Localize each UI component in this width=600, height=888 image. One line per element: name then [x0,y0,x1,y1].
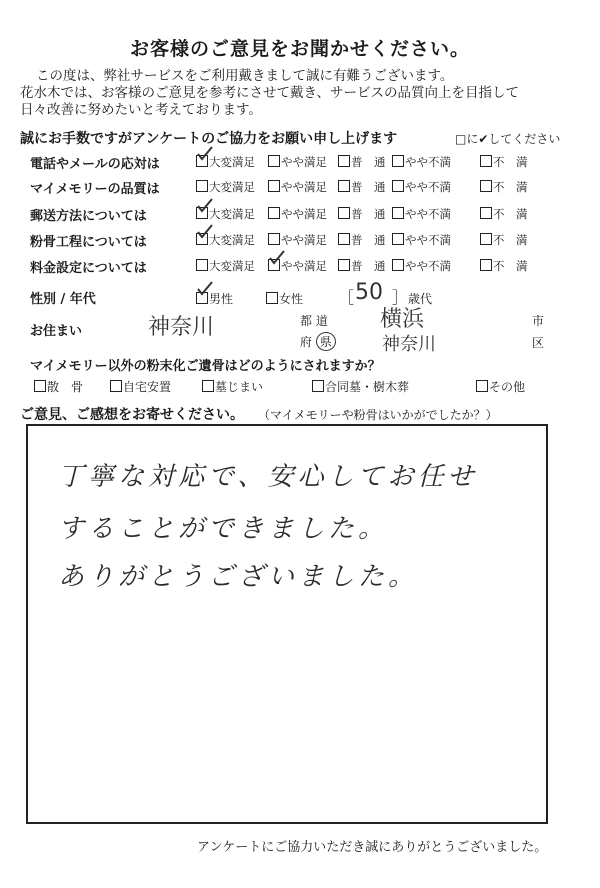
comments-heading: ご意見、ご感想をお寄せください。 [20,407,244,423]
rating-option-label: やや満足 [281,155,327,169]
remains-option[interactable] [110,378,171,395]
rating-option-label: 大変満足 [209,259,255,273]
rating-option[interactable] [338,154,386,170]
check-mark [268,249,286,267]
rating-checkbox[interactable] [268,155,280,167]
comment-line-2: することができました。 [58,514,389,544]
rating-checkbox[interactable] [480,155,492,167]
rating-option-label: 普 通 [351,233,386,247]
rating-checkbox[interactable] [480,233,492,245]
remains-option-label: 散 骨 [47,380,84,394]
check-mark [196,145,214,163]
remains-checkbox[interactable] [34,380,46,392]
rating-checkbox[interactable] [338,180,350,192]
rating-option[interactable] [338,206,386,222]
rating-row [30,231,590,251]
comment-line-3: ありがとうございました。 [58,562,419,592]
remains-option[interactable] [312,378,409,395]
shi-label: 市 [532,314,545,328]
rating-option-label: 不 満 [493,207,528,221]
rating-checkbox[interactable] [392,259,404,271]
request-text: 誠にお手数ですがアンケートのご協力をお願い申し上げます [20,131,398,147]
rating-checkbox[interactable] [338,155,350,167]
rating-option-label: やや不満 [405,259,451,273]
rating-option[interactable] [268,154,327,170]
rating-checkbox[interactable] [338,259,350,271]
rating-option[interactable] [338,258,386,274]
rating-option[interactable] [392,154,451,170]
rating-option-label: 大変満足 [209,207,255,221]
todo-label: 都 道 [300,314,328,328]
footer-thanks: アンケートにご協力いただき誠にありがとうございました。 [197,840,548,855]
rating-option[interactable] [268,232,327,248]
rating-option[interactable] [268,179,327,195]
remains-option-label: 墓じまい [215,380,264,394]
rating-row [30,178,590,198]
remains-checkbox[interactable] [476,380,488,392]
age-bracket-open: ［ [338,288,355,307]
female-checkbox[interactable] [266,292,278,304]
rating-option-label: 普 通 [351,207,386,221]
intro-line-3: 日々改善に努めたいと考えております。 [20,102,262,118]
rating-row [30,153,590,173]
age-value: 50 [355,280,383,305]
rating-checkbox[interactable] [392,207,404,219]
rating-option-label: 不 満 [493,155,528,169]
remains-option[interactable] [202,378,263,395]
rating-option[interactable] [338,179,386,195]
rating-option-label: やや不満 [405,233,451,247]
rating-option[interactable] [392,232,451,248]
rating-row [30,205,590,225]
survey-title: お客様のご意見をお聞かせください。 [129,38,470,60]
rating-option[interactable] [480,206,528,222]
rating-option-label: やや不満 [405,207,451,221]
age-suffix: 歳代 [408,292,433,306]
check-hint: □に✔してください [455,132,561,146]
rating-option[interactable] [480,154,528,170]
rating-checkbox[interactable] [480,180,492,192]
rating-checkbox[interactable] [196,180,208,192]
rating-option[interactable] [268,206,327,222]
rating-row [30,257,590,277]
rating-option-label: 大変満足 [209,180,255,194]
rating-option-label: やや満足 [281,233,327,247]
rating-checkbox[interactable] [480,207,492,219]
age-bracket-close: ］ [392,288,409,307]
rating-option[interactable] [480,179,528,195]
rating-option-label: 普 通 [351,180,386,194]
intro-line-1: この度は、弊社サービスをご利用戴きまして誠に有難うございます。 [36,68,454,84]
rating-checkbox[interactable] [268,180,280,192]
male-check-mark [196,280,214,298]
remains-question: マイメモリー以外の粉末化ご遺骨はどのようにされますか？ [30,359,381,374]
remains-option-label: 合同墓・樹木葬 [325,380,410,394]
rating-checkbox[interactable] [392,180,404,192]
rating-option-label: やや満足 [281,180,327,194]
fuken-label: 府 県 [300,332,336,351]
rating-checkbox[interactable] [196,259,208,271]
remains-option-label: その他 [489,380,526,394]
remains-option[interactable] [34,378,83,395]
rating-checkbox[interactable] [480,259,492,271]
rating-option[interactable] [196,258,255,274]
remains-checkbox[interactable] [312,380,324,392]
rating-checkbox[interactable] [338,233,350,245]
rating-option-label: やや満足 [281,207,327,221]
comments-note: （マイメモリーや粉骨はいかがでしたか？） [258,408,498,422]
rating-question: 料金設定については [30,261,147,276]
rating-option-label: 不 満 [493,233,528,247]
comment-box[interactable] [26,424,548,824]
remains-checkbox[interactable] [110,380,122,392]
male-option[interactable]: 男性 [196,290,233,307]
rating-option[interactable] [480,258,528,274]
rating-option-label: 普 通 [351,155,386,169]
ken-selected: 県 [316,332,336,351]
city-value: 横浜 [380,307,425,332]
rating-option-label: やや満足 [281,259,327,273]
check-mark [196,223,214,241]
rating-option-label: 大変満足 [209,155,255,169]
rating-option-label: 普 通 [351,259,386,273]
ku-label: 区 [532,336,545,350]
female-option[interactable]: 女性 [266,290,303,307]
rating-option[interactable] [392,206,451,222]
rating-option-label: やや不満 [405,155,451,169]
rating-question: マイメモリーの品質は [30,182,160,197]
prefecture-value: 神奈川 [148,315,215,340]
remains-checkbox[interactable] [202,380,214,392]
rating-option[interactable] [392,179,451,195]
rating-question: 電話やメールの応対は [30,157,160,172]
rating-option-label: 不 満 [493,259,528,273]
comment-line-1: 丁寧な対応で、安心してお任せ [58,462,478,492]
address-label: お住まい [30,324,83,339]
rating-option[interactable] [392,258,451,274]
remains-option[interactable] [476,378,525,395]
check-mark [196,197,214,215]
rating-checkbox[interactable] [268,233,280,245]
rating-option-label: 不 満 [493,180,528,194]
remains-option-label: 自宅安置 [123,380,172,394]
gender-age-label: 性別 / 年代 [30,292,96,307]
rating-option[interactable] [480,232,528,248]
rating-question: 郵送方法については [30,209,147,224]
rating-question: 粉骨工程については [30,235,147,250]
rating-checkbox[interactable] [392,155,404,167]
rating-checkbox[interactable] [268,207,280,219]
rating-checkbox[interactable] [392,233,404,245]
ward-value: 神奈川 [382,334,436,355]
intro-line-2: 花水木では、お客様のご意見を参考にさせて戴き、サービスの品質向上を目指して [20,85,519,101]
rating-checkbox[interactable] [338,207,350,219]
rating-option[interactable] [338,232,386,248]
rating-option-label: やや不満 [405,180,451,194]
rating-option-label: 大変満足 [209,233,255,247]
rating-option[interactable] [196,179,255,195]
